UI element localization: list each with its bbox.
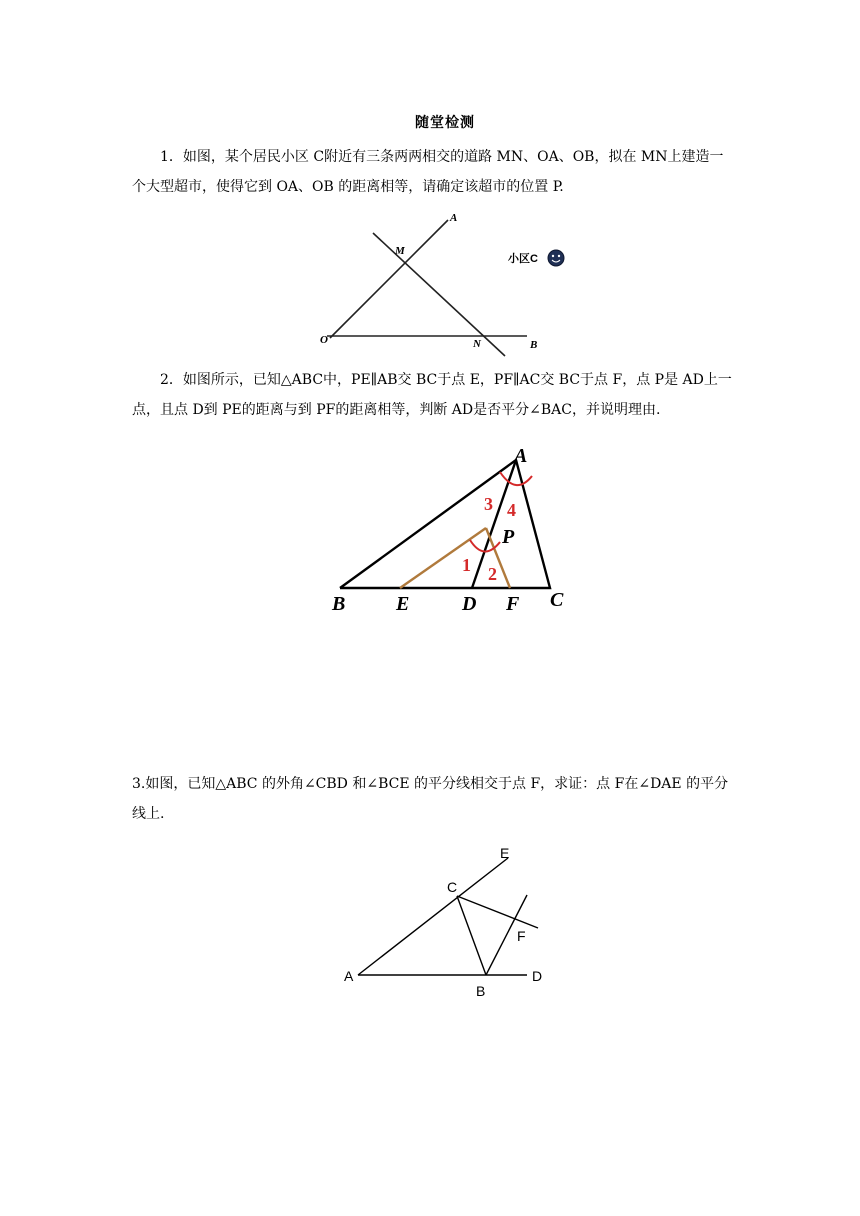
label-p: P [502,526,515,548]
road-oa [330,220,448,338]
label-n: N [473,338,481,350]
label-m: M [395,245,405,257]
exterior-angle-diagram [340,838,560,1003]
question-2-text: 2．如图所示，已知△ABC中，PE∥AB交 BC于点 E，PF∥AC交 BC于点 F，点 P是 AD上一点，且点 D到 PE的距离与到 PF的距离相等，判断 AD是否平分∠BAC，并说明理由. [132,372,732,418]
smiley-face-icon [548,250,564,266]
ray-ae [358,858,508,975]
bisector-cf [457,896,538,928]
question-1-text: 1．如图，某个居民小区 C附近有三条两两相交的道路 MN、OA、OB，拟在 MN上建造一个大型超市，使得它到 OA、OB 的距离相等，请确定该超市的位置 P. [132,149,724,195]
label-e: E [500,845,510,861]
label-b: B [476,983,486,999]
angle-3-label: 3 [484,494,493,514]
segment-pe [400,528,486,588]
label-d: D [462,593,477,615]
label-d: D [532,968,543,984]
angle-1-label: 1 [462,555,471,575]
label-f: F [506,593,520,615]
angle-arc-at-a [500,472,532,485]
question-2-figure [328,440,578,618]
label-b: B [530,339,538,351]
label-e: E [396,593,410,615]
label-a: A [514,445,528,467]
road-mn [373,233,505,356]
label-b: B [332,593,346,615]
label-a: A [450,212,458,224]
label-community-c: 小区C [508,253,538,265]
label-c: C [550,589,564,611]
label-o: O [320,334,328,346]
question-1-figure [315,208,575,360]
triangle-abc [340,460,550,588]
angle-4-label: 4 [507,500,516,520]
angle-2-label: 2 [488,564,497,584]
label-a: A [344,968,354,984]
page-title: 随堂检测 [415,115,475,131]
label-f: F [517,928,526,944]
triangle-abc-diagram [328,440,578,618]
roads-diagram [315,208,575,360]
question-3-figure [340,838,560,1003]
label-c: C [447,879,458,895]
segment-bc [457,896,486,975]
question-3-text: 3.如图，已知△ABC 的外角∠CBD 和∠BCE 的平分线相交于点 F，求证：点 F在∠DAE 的平分线上. [132,776,729,822]
